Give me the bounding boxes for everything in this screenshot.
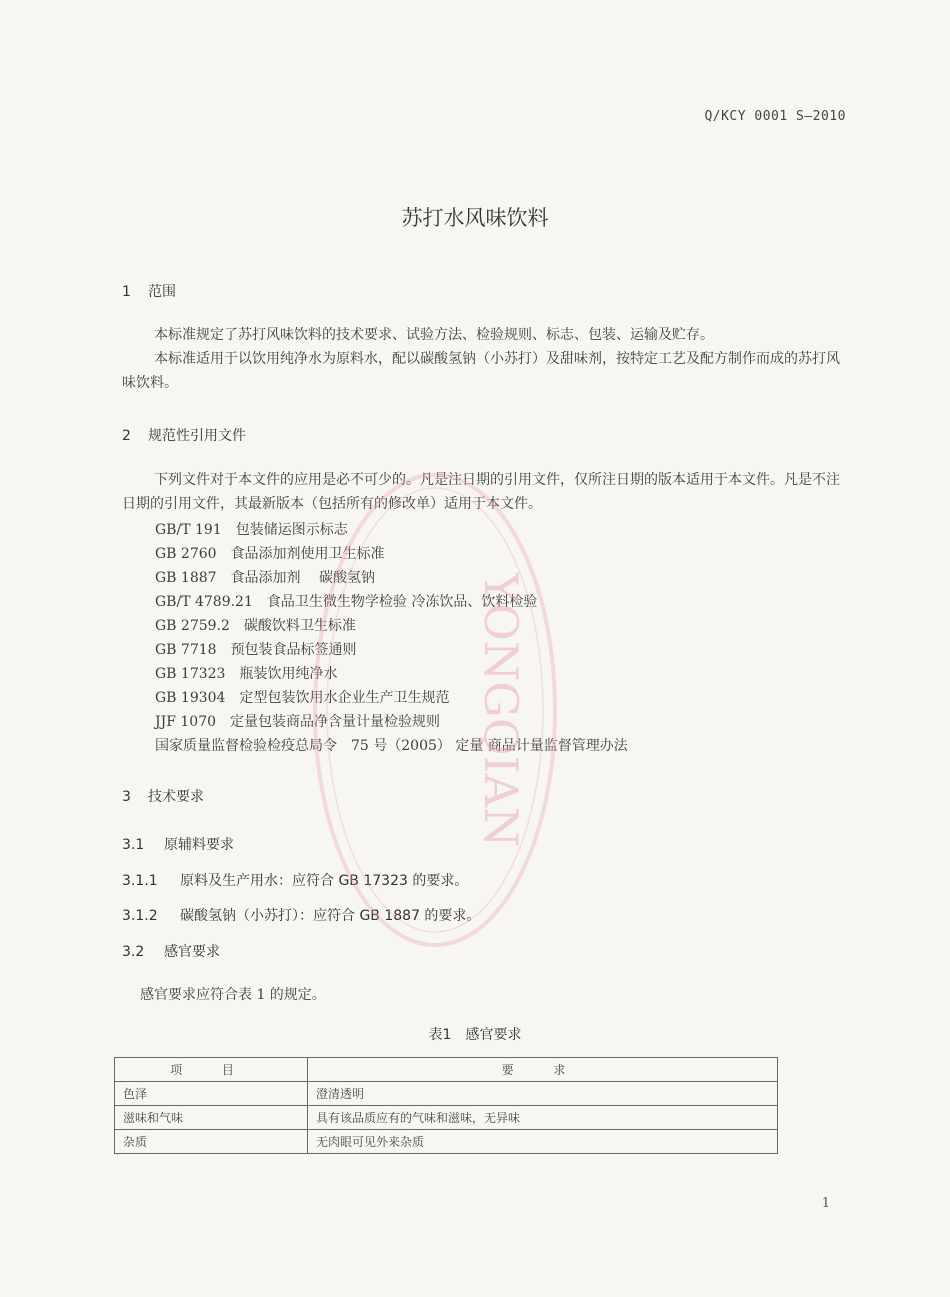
reference-code: JJF 1070 — [155, 714, 217, 730]
section-number: 1 — [122, 284, 131, 300]
reference-name: 碳酸饮料卫生标准 — [243, 618, 356, 634]
section-3-1-2 — [122, 905, 480, 925]
reference-item — [155, 518, 628, 542]
table-cell-requirement: 无肉眼可见外来杂质 — [308, 1130, 778, 1154]
reference-code: GB/T 4789.21 — [155, 594, 253, 610]
reference-name: 75 号（2005） 定量 商品计量监督管理办法 — [351, 738, 628, 754]
table-cell-item: 滋味和气味 — [115, 1106, 308, 1130]
section-text: 原料及生产用水：应符合 GB 17323 的要求。 — [180, 873, 469, 889]
document-code: Q/KCY 0001 S—2010 — [704, 109, 846, 124]
section-title: 技术要求 — [148, 789, 204, 805]
reference-name: 包装储运图示标志 — [235, 522, 348, 538]
reference-code: GB 17323 — [155, 666, 226, 682]
reference-code: GB 2760 — [155, 546, 217, 562]
reference-name: 定量包装商品净含量计量检验规则 — [230, 714, 441, 730]
document-title: 苏打水风味饮料 — [401, 206, 549, 230]
section-number: 2 — [122, 428, 131, 444]
section-number: 3.2 — [122, 944, 145, 960]
reference-name: 定型包装饮用水企业生产卫生规范 — [239, 690, 450, 706]
reference-item — [155, 566, 628, 590]
table-caption: 表1 感官要求 — [428, 1027, 522, 1043]
table-cell-item: 杂质 — [115, 1130, 308, 1154]
reference-item — [155, 638, 628, 662]
reference-name: 食品添加剂 碳酸氢钠 — [230, 570, 376, 586]
table-cell-item: 色泽 — [115, 1082, 308, 1106]
section-3-1-1 — [122, 870, 468, 890]
section-number: 3 — [122, 789, 131, 805]
section-number: 3.1.2 — [122, 908, 158, 924]
section-number: 3.1 — [122, 837, 145, 853]
table-row — [115, 1130, 778, 1154]
page-number: 1 — [821, 1196, 830, 1211]
reference-name: 食品卫生微生物学检验 冷冻饮品、饮料检验 — [266, 594, 538, 610]
reference-item — [155, 686, 628, 710]
table-cell-requirement: 具有该品质应有的气味和滋味，无异味 — [308, 1106, 778, 1130]
reference-item — [155, 614, 628, 638]
section-2-heading — [122, 425, 246, 445]
reference-name: 食品添加剂使用卫生标准 — [230, 546, 385, 562]
reference-item — [155, 710, 628, 734]
reference-item — [155, 662, 628, 686]
seal-text: YONGQIAN — [474, 572, 528, 848]
reference-list — [155, 518, 628, 758]
references-intro-paragraph: 下列文件对于本文件的应用是必不可少的。凡是注日期的引用文件，仅所注日期的版本适用于本文件。凡是不注日期的引用文件，其最新版本（包括所有的修改单）适用于本文件。 — [122, 472, 840, 512]
table-cell-requirement: 澄清透明 — [308, 1082, 778, 1106]
reference-name: 瓶装饮用纯净水 — [239, 666, 338, 682]
section-title: 规范性引用文件 — [148, 428, 246, 444]
reference-item — [155, 590, 628, 614]
column-header-item: 项 目 — [115, 1058, 308, 1082]
scope-paragraph-2: 本标准适用于以饮用纯净水为原料水，配以碳酸氢钠（小苏打）及甜味剂，按特定工艺及配方制作而成的苏打风味饮料。 — [122, 351, 840, 391]
section-number: 3.1.1 — [122, 873, 158, 889]
reference-code: GB 19304 — [155, 690, 226, 706]
section-3-1-heading — [122, 834, 234, 854]
reference-code: GB 2759.2 — [155, 618, 230, 634]
reference-item — [155, 542, 628, 566]
table-row — [115, 1082, 778, 1106]
scope-paragraph-1: 本标准规定了苏打风味饮料的技术要求、试验方法、检验规则、标志、包装、运输及贮存。 — [154, 327, 714, 343]
section-text: 碳酸氢钠（小苏打）：应符合 GB 1887 的要求。 — [180, 908, 481, 924]
table-row — [115, 1106, 778, 1130]
column-header-requirement: 要 求 — [308, 1058, 778, 1082]
reference-item — [155, 734, 628, 758]
table-header-row — [115, 1058, 778, 1082]
sensory-requirement-paragraph: 感官要求应符合表 1 的规定。 — [140, 987, 326, 1003]
section-title: 感官要求 — [164, 944, 220, 960]
reference-code: GB 1887 — [155, 570, 217, 586]
reference-name: 预包装食品标签通则 — [230, 642, 357, 658]
section-3-2-heading — [122, 941, 220, 961]
reference-code: GB 7718 — [155, 642, 217, 658]
section-title: 原辅料要求 — [164, 837, 234, 853]
reference-code: GB/T 191 — [155, 522, 222, 538]
section-3-heading — [122, 786, 204, 806]
section-title: 范围 — [148, 284, 176, 300]
section-1-heading — [122, 281, 176, 301]
sensory-requirements-table — [114, 1057, 778, 1154]
reference-code: 国家质量监督检验检疫总局令 — [155, 738, 337, 754]
